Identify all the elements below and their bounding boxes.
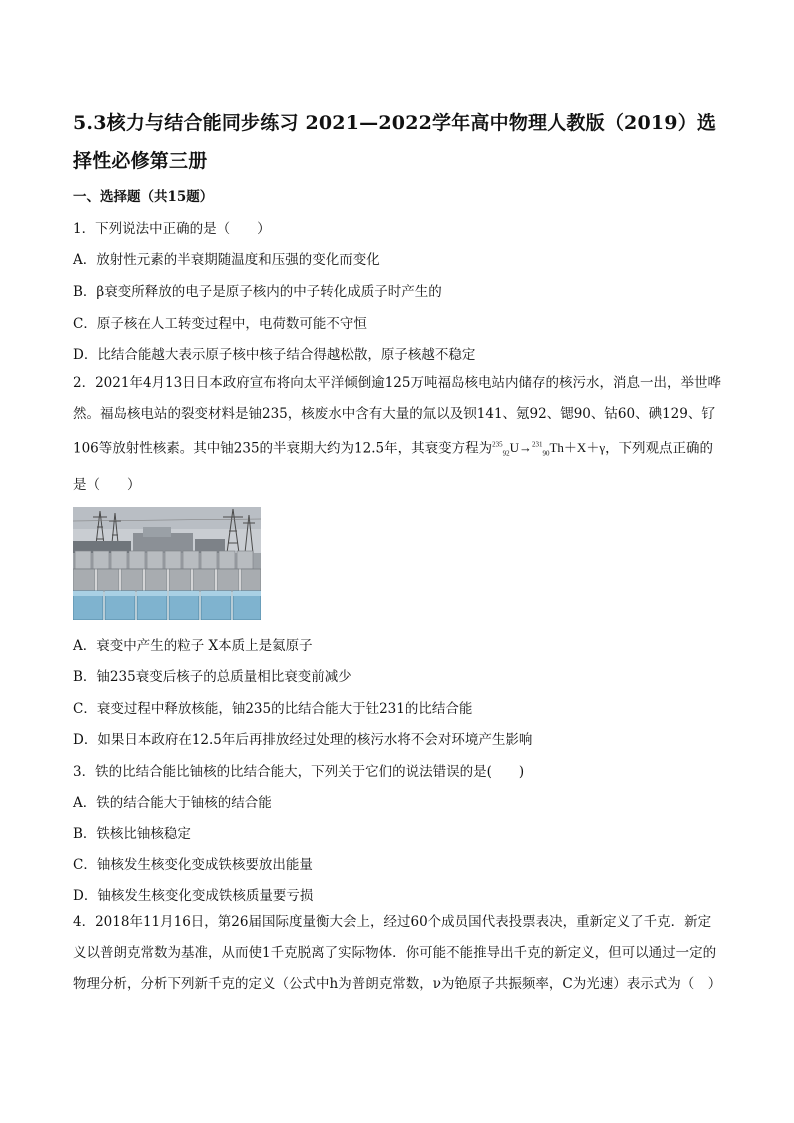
q1-stem: 1．下列说法中正确的是（ ） <box>73 221 271 237</box>
u-symbol: U <box>509 440 519 456</box>
q2-stem-text: 2．2021年4月13日日本政府宣布将向太平洋倾倒逾125万吨福岛核电站内储存的核污水，消息一出，举世哗然。福岛核电站的裂变材料是铀235，核废水中含有大量的氚以及钡141、氪92、锶90、钴60、碘129、钌106等放射性核素。其中铀235的半衰期大约为12.5年，其衰变方程为 <box>73 375 721 457</box>
q2-stem-end: ，下列观点正确的是（ ） <box>73 440 714 493</box>
q3-stem: 3．铁的比结合能比铀核的比结合能大，下列关于它们的说法错误的是( ) <box>73 764 525 780</box>
q1-option-b: B．β衰变所释放的电子是原子核内的中子转化成质子时产生的 <box>73 284 442 300</box>
page-title: 5.3核力与结合能同步练习 2021—2022学年高中物理人教版（2019）选择性必修第三册 <box>73 112 717 172</box>
arrow-symbol: → <box>518 440 532 456</box>
equation-rest: Th＋X＋γ <box>549 440 606 456</box>
q2-option-b: B．铀235衰变后核子的总质量相比衰变前减少 <box>73 669 352 685</box>
decay-equation <box>492 440 606 458</box>
q2-option-d: D．如果日本政府在12.5年后再排放经过处理的核污水将不会对环境产生影响 <box>73 732 533 748</box>
th-charge-number: 90 <box>542 449 550 458</box>
q3-option-d: D．铀核发生核变化变成铁核质量要亏损 <box>73 888 314 904</box>
th-mass-number: 231 <box>531 441 543 449</box>
q2-option-c: C．衰变过程中释放核能，铀235的比结合能大于钍231的比结合能 <box>73 701 473 717</box>
q1-option-a: A．放射性元素的半衰期随温度和压强的变化而变化 <box>73 252 380 268</box>
q3-option-c: C．铀核发生核变化变成铁核要放出能量 <box>73 857 313 873</box>
u-mass-number: 235 <box>492 441 503 449</box>
q2-stem <box>73 368 723 501</box>
q2-option-a: A．衰变中产生的粒子 X本质上是氦原子 <box>73 638 313 654</box>
u-charge-number: 92 <box>502 449 510 458</box>
q1-option-d: D．比结合能越大表示原子核中核子结合得越松散，原子核越不稳定 <box>73 347 476 363</box>
q1-option-c: C．原子核在人工转变过程中，电荷数可能不守恒 <box>73 316 367 332</box>
q3-option-b: B．铁核比铀核稳定 <box>73 826 191 842</box>
fukushima-tanks-photo <box>73 507 261 620</box>
q4-stem: 4．2018年11月16日，第26届国际度量衡大会上，经过60个成员国代表投票表决，重新定义了千克．新定义以普朗克常数为基准，从而使1千克脱离了实际物体．你可能不能推导出千克的新定义，但可以通过一定的物理分析，分析下列新千克的定义（公式中h为普朗克常数，ν为铯原子共振频率，C为光速）表示式为（ ） <box>73 914 722 992</box>
section-heading: 一、选择题（共15题） <box>73 189 214 205</box>
q3-option-a: A．铁的结合能大于铀核的结合能 <box>73 795 272 811</box>
